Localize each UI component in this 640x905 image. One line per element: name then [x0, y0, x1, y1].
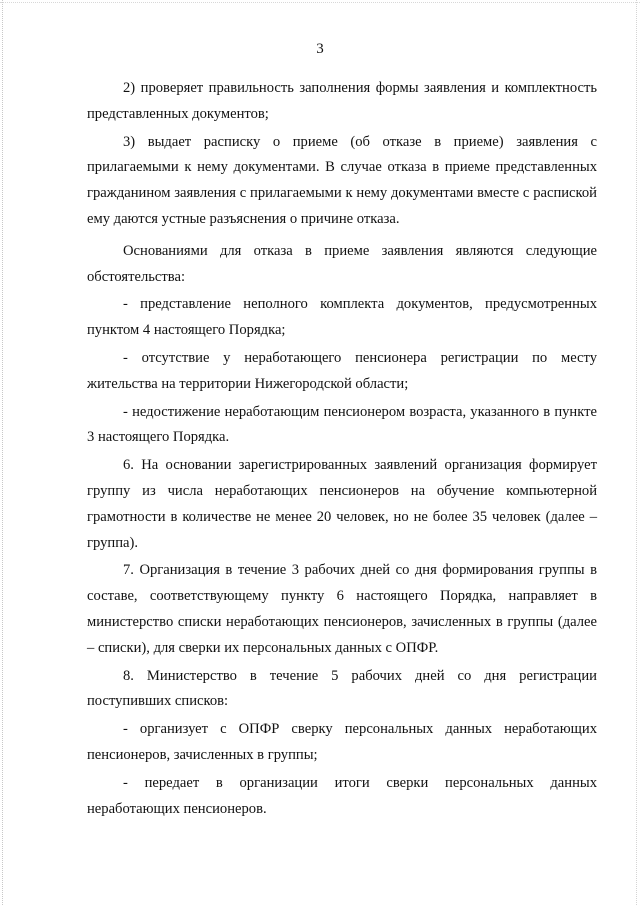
- paragraph-7-lists-submission: 7. Организация в течение 3 рабочих дней со дня формирования группы в составе, соответствующему пункту 6 настоящего Порядка, направляет в министерство списки неработающих пенсионеров, зачисленных в группы (далее – списки), для сверки их персональных данных с ОПФР.: [87, 562, 597, 656]
- paragraph-8-organizes-check: - организует с ОПФР сверку персональных данных неработающих пенсионеров, зачисленных в группы;: [87, 721, 597, 763]
- paragraph-6-group-formation: 6. На основании зарегистрированных заявлений организация формирует группу из числа неработающих пенсионеров на обучение компьютерной грамотности в количестве не менее 20 человек, но не более 35 человек (далее – группа).: [87, 457, 597, 551]
- paragraph-refusal-grounds: Основаниями для отказа в приеме заявления являются следующие обстоятельства:: [87, 242, 597, 285]
- paragraph-item-2-checks-form: 2) проверяет правильность заполнения формы заявления и комплектность представленных документов;: [87, 80, 597, 122]
- document-body: [87, 76, 597, 824]
- scan-edge-top: [0, 2, 640, 3]
- paragraph-8-ministry-actions: 8. Министерство в течение 5 рабочих дней со дня регистрации поступивших списков:: [87, 667, 597, 710]
- scan-edge-left: [2, 0, 3, 905]
- paragraph-item-3-issues-receipt: 3) выдает расписку о приеме (об отказе в приеме) заявления с прилагаемыми к нему документами. В случае отказа в приеме представленных гражданином заявления с прилагаемыми к нему документами вместе с распиской ему даются устные разъяснения о причине отказа.: [87, 133, 597, 227]
- page-number: 3: [316, 41, 324, 57]
- paragraph-refusal-no-registration: - отсутствие у неработающего пенсионера регистрации по месту жительства на территории Нижегородской области;: [87, 349, 597, 392]
- paragraph-refusal-age: - недостижение неработающим пенсионером возраста, указанного в пункте 3 настоящего Порядка.: [87, 403, 597, 446]
- paragraph-refusal-incomplete-docs: - представление неполного комплекта документов, предусмотренных пунктом 4 настоящего Порядка;: [87, 296, 597, 339]
- scan-edge-right: [636, 0, 637, 905]
- paragraph-8-transfers-results: - передает в организации итоги сверки персональных данных неработающих пенсионеров.: [87, 774, 597, 817]
